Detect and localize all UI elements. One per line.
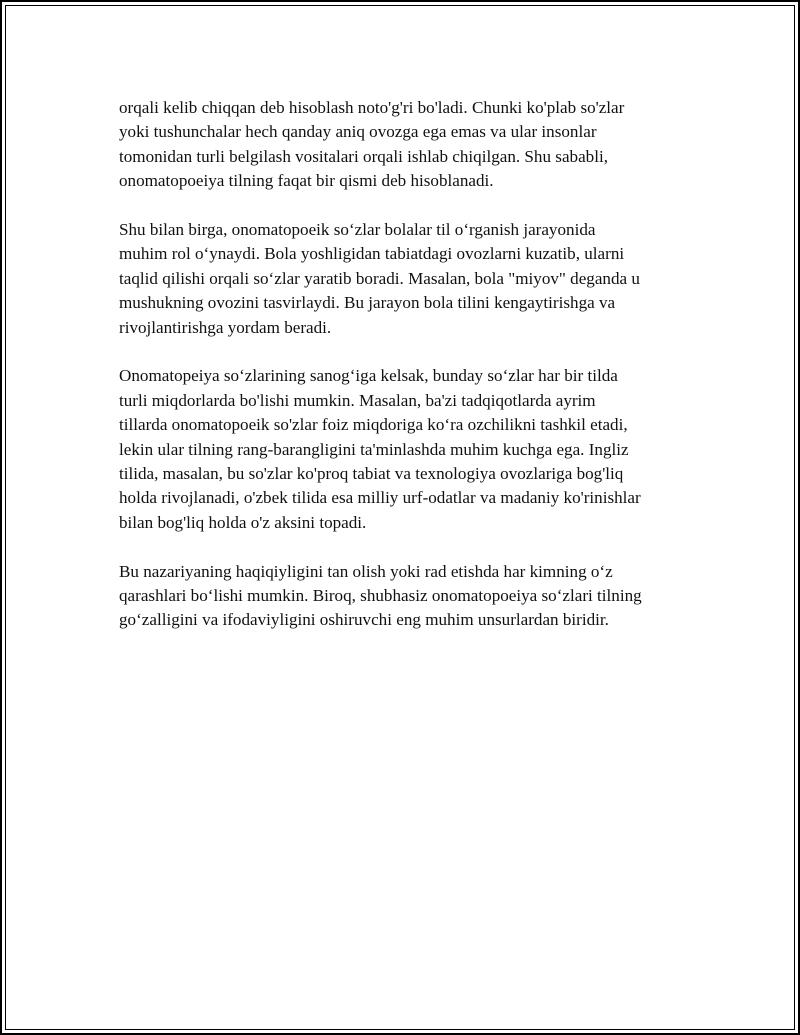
paragraph-1: orqali kelib chiqqan deb hisoblash noto'g'ri bo'ladi. Chunki ko'plab so'zlar yoki tushunchalar hech qanday aniq ovozga ega emas va ular insonlar tomonidan turli belgilash vositalari orqali ishlab chiqilgan. Shu sababli, onomatopoeiya tilning faqat bir qismi deb hisoblanadi.: [119, 98, 625, 191]
paragraph-2: Shu bilan birga, onomatopoeik so‘zlar bolalar til o‘rganish jarayonida muhim rol o‘ynaydi. Bola yoshligidan tabiatdagi ovozlarni kuzatib, ularni taqlid qilishi orqali so‘zlar yaratib boradi. Masalan, bola "miyov" deganda u mushukning ovozini tasvirlaydi. Bu jarayon bola tilini kengaytirishga va rivojlantirishga yordam beradi.: [119, 220, 640, 337]
paragraph-4: Bu nazariyaning haqiqiyligini tan olish yoki rad etishda har kimning o‘z qarashlari bo‘lishi mumkin. Biroq, shubhasiz onomatopoeiya so‘zlari tilning go‘zalligini va ifodaviyligini oshiruvchi eng muhim unsurlardan biridir.: [119, 561, 642, 630]
document-body: [119, 96, 699, 657]
paragraph-3: Onomatopeiya so‘zlarining sanog‘iga kelsak, bunday so‘zlar har bir tilda turli miqdorlarda bo'lishi mumkin. Masalan, ba'zi tadqiqotlarda ayrim tillarda onomatopoeik so'zlar foiz miqdoriga ko‘ra ozchilikni tashkil etadi, lekin ular tilning rang-barangligini ta'minlashda muhim kuchga ega. Ingliz tilida, masalan, bu so'zlar ko'proq tabiat va texnologiya ovozlariga bog'liq holda rivojlanadi, o'zbek tilida esa milliy urf-odatlar va madaniy ko'rinishlar bilan bog'liq holda o'z aksini topadi.: [119, 366, 641, 532]
